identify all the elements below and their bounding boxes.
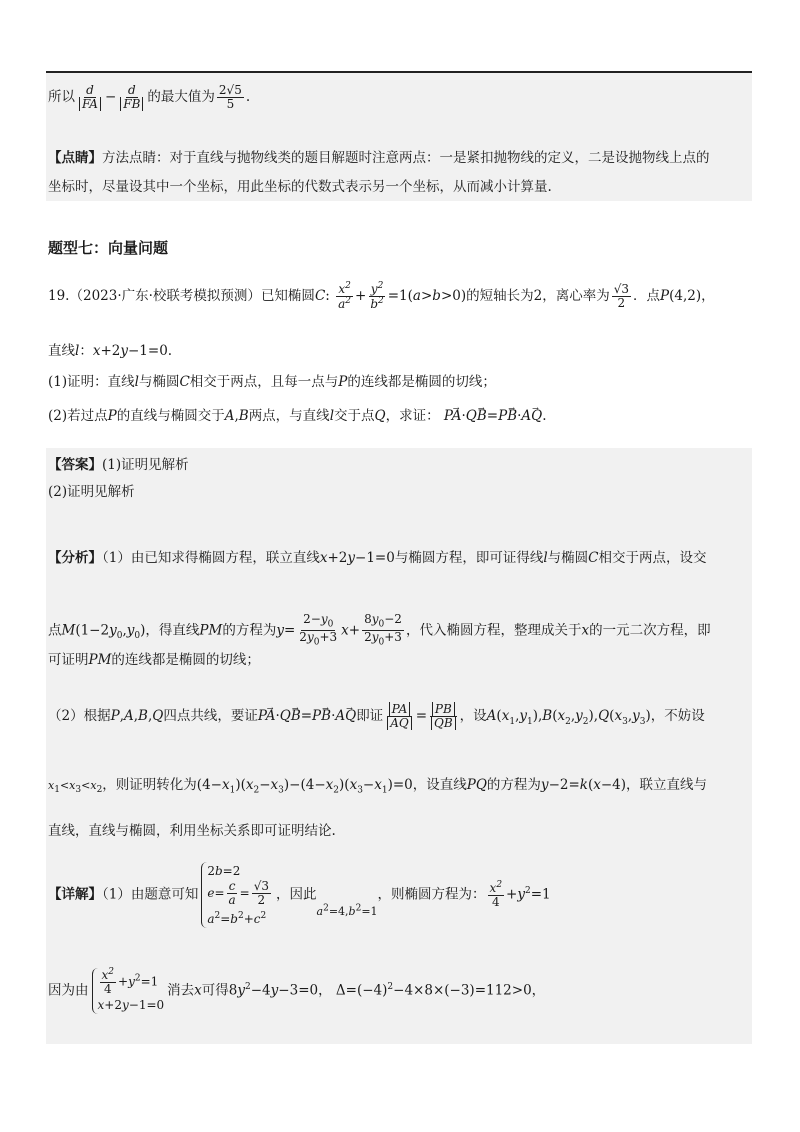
- section-heading: 题型七：向量问题: [48, 239, 169, 257]
- answer-line-2: (2)证明见解析: [48, 484, 135, 500]
- max-value-fraction: $\frac{2√5}{5}$: [218, 83, 242, 112]
- analysis-line-1: 【分析】（1）由已知求得椭圆方程，联立直线x+2y−1=0与椭圆方程，即可证得线l与椭圆C相交于两点，设交: [48, 550, 707, 566]
- answer-shade: [46, 448, 752, 1044]
- analysis-line-6: 直线，直线与椭圆，利用坐标关系即可证明结论.: [48, 823, 336, 839]
- detail-line-2: 因为由 $\frac{x^2}{4}$ $+y^2=1$ x+2y−1=0 消去x可得$8y^2-4y-3=0$， $\Delta=(-4)^2-4\times 8\times(-3)=112>0$，: [48, 967, 546, 1013]
- analysis-line-2: 点$M(1-2y_0,y_0)$，得直线PM的方程为y= $\frac{2-y_0}{2y_0+3}$ x+ $\frac{8y_0-2}{2y_0+3}$ ，代入椭圆方程，整理成关于x的一元二次方程，即: [48, 612, 711, 648]
- tip-line-2: 坐标时，尽量设其中一个坐标，用此坐标的代数式表示另一个坐标，从而减小计算量.: [48, 179, 552, 195]
- problem-stem: 19.（2023·广东·校联考模拟预测）已知椭圆C: $\frac{x^2}{a^2}$ + $\frac{y^2}{b^2}$ =1(a>b>0)的短轴长为2，离心率为 $\frac{√3}{2}$ ．点P(4,2)，: [48, 281, 715, 312]
- fraction-d-fb: $\frac{d}{FB}$: [118, 84, 145, 111]
- conclusion-line: 所以 $\frac{d}{FA}$ − $\frac{d}{FB}$ 的最大值为 $\frac{2√5}{5}$ .: [48, 83, 251, 112]
- question-2: (2)若过点P的直线与椭圆交于A,B两点，与直线l交于点Q，求证： PA →·QB →=PB →·AQ →.: [48, 406, 547, 426]
- question-1: (1)证明：直线l与椭圆C相交于两点，且每一点与P的连线都是椭圆的切线；: [48, 374, 496, 390]
- answer-line-1: 【答案】(1)证明见解析: [48, 457, 189, 473]
- analysis-line-4: （2）根据P,A,B,Q四点共线，要证PA →·QB →=PB →·AQ →即证 $\frac{PA}{AQ}$ = $\frac{PB}{QB}$ ，设$A(x_1,y_1),B(x_2,y_2),Q(x_3,y_3)$，不妨设: [48, 703, 705, 732]
- detail-line-1: 【详解】（1）由题意可知 2b=2 e= $\frac{c}{a}$ = $\frac{√3}{2}$ $a^2=b^2+c^2$ ，因此$_{a^2=4,b^2=1}$，则椭圆方程为： $\frac{x^2}{4}$ $+y^2=1$: [48, 864, 551, 927]
- tip-line-1: 【点睛】方法点睛：对于直线与抛物线类的题目解题时注意两点：一是紧扣抛物线的定义，二是设抛物线上点的: [48, 150, 710, 166]
- fraction-d-fa: $\frac{d}{FA}$: [77, 84, 103, 111]
- equation-system-2: $\frac{x^2}{4}$ $+y^2=1$ x+2y−1=0: [92, 968, 165, 1014]
- analysis-line-5: $x_1<x_3<x_2$，则证明转化为$(4-x_1)(x_2-x_3)-(4-x_2)(x_3-x_1)=0$，设直线PQ的方程为y−2=k(x−4)，联立直线与: [48, 777, 708, 796]
- equation-system-1: 2b=2 e= $\frac{c}{a}$ = $\frac{√3}{2}$ $a^2=b^2+c^2$: [201, 862, 273, 928]
- analysis-line-3: 可证明PM的连线都是椭圆的切线；: [48, 652, 260, 668]
- eccentricity-fraction: $\frac{√3}{2}$: [613, 282, 629, 311]
- problem-line-l: 直线l：x+2y−1=0.: [48, 343, 173, 359]
